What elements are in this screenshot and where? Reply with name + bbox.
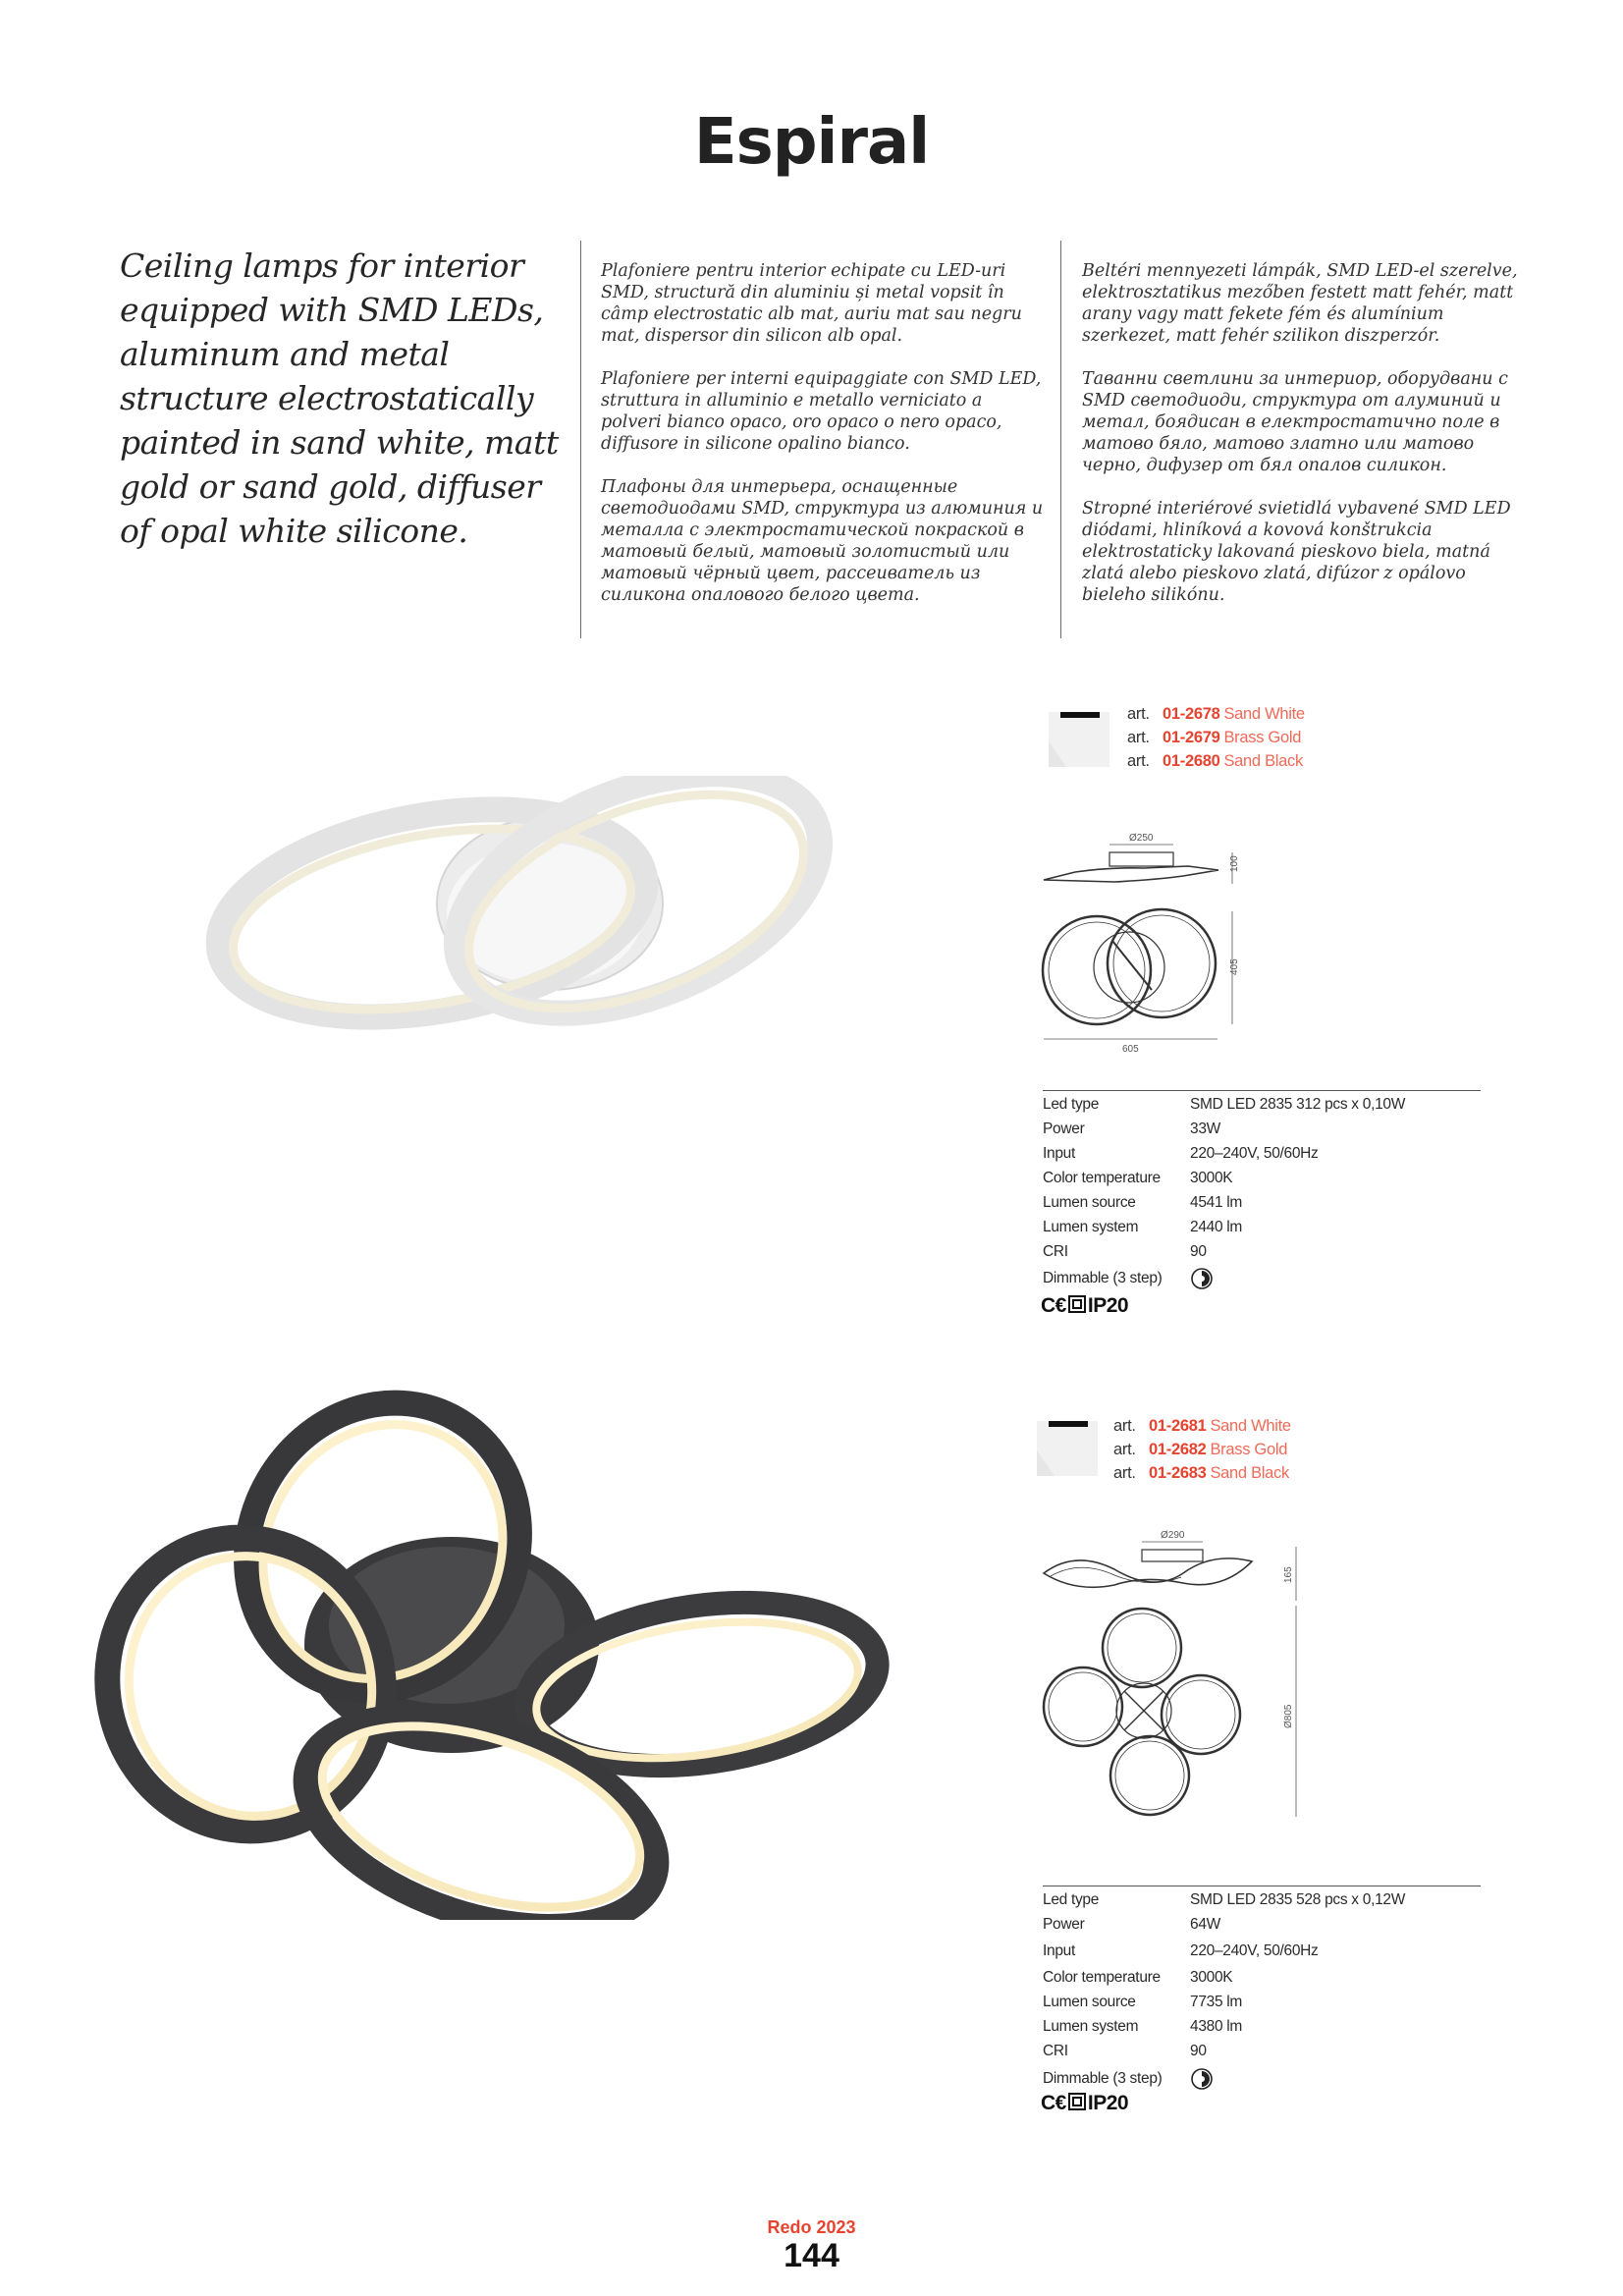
ceiling-mount-icon [1037, 1421, 1098, 1476]
product-photo-black-lamp [59, 1370, 1001, 1920]
article-list [1113, 1414, 1467, 1485]
spec-row: Color temperature 3000K [1043, 1969, 1233, 1986]
lead-description: Ceiling lamps for interior equipped with SMD LEDs, aluminum and metal structure electrostatically painted in sand white, matt gold or sand gold, diffuser of opal white silicone. [120, 246, 559, 550]
description-sk: Stropné interiérové svietidlá vybavené SMD LED diódami, hliníková a kovová konštrukcia elektrostaticky lakovaná pieskovo biela, matná zlatá alebo pieskovo zlatá, difúzor z opálovo bieleho silikónu. [1082, 499, 1511, 605]
article-code: 01-2681 [1149, 1417, 1207, 1435]
article-row: art. 01-2681 Sand White [1113, 1414, 1467, 1438]
dimension-label: Ø805 [1283, 1704, 1294, 1728]
dimmable-icon [1190, 1267, 1214, 1290]
spec-row: Power 33W [1043, 1121, 1220, 1137]
dimmable-icon [1190, 2067, 1214, 2091]
spec-table [1043, 1096, 1494, 1302]
spec-row: Input 220–240V, 50/60Hz [1043, 1942, 1319, 1959]
product-photo-white-lamp [187, 776, 864, 1100]
dimension-label: Ø290 [1161, 1530, 1185, 1541]
article-variant: Sand White [1223, 705, 1305, 723]
spec-row: Lumen system 2440 lm [1043, 1219, 1243, 1235]
article-variant: Sand Black [1223, 752, 1303, 770]
spec-row: Dimmable (3 step) [1043, 1270, 1494, 1294]
footer-brand: Redo 2023 [767, 2217, 856, 2237]
spec-row: Lumen source 4541 lm [1043, 1194, 1243, 1211]
article-row: art. 01-2678 Sand White [1127, 702, 1481, 726]
description-bg: Таванни светлини за интериор, оборудвани с SMD светодиоди, структура от алуминий и метал, боядисан в електростатично поле в матово бяло, матово златно или матово черно, дифузер от бял опалов силикон. [1082, 369, 1508, 475]
article-row: art. 01-2682 Brass Gold [1113, 1438, 1467, 1461]
page-title: Espiral [693, 106, 930, 179]
dimension-label: 100 [1229, 855, 1240, 872]
dimension-label: 165 [1283, 1566, 1294, 1583]
ip-rating: IP20 [1087, 2092, 1129, 2114]
article-row: art. 01-2683 Sand Black [1113, 1461, 1467, 1485]
article-code: 01-2682 [1149, 1441, 1207, 1458]
article-variant: Brass Gold [1210, 1441, 1288, 1458]
spec-row: CRI 90 [1043, 2043, 1207, 2059]
article-code: 01-2678 [1163, 705, 1220, 723]
ce-mark-icon: C€ [1041, 1294, 1066, 1317]
article-list [1127, 702, 1481, 773]
certification-row [1041, 1294, 1128, 1318]
certification-row [1041, 2092, 1128, 2115]
description-hu: Beltéri mennyezeti lámpák, SMD LED-el szerelve, elektrosztatikus mezőben festett matt fehér, matt arany vagy matt fekete fém és alumínium szerkezet, matt fehér szilikon diszperzór. [1082, 261, 1518, 346]
class-ii-icon [1068, 2093, 1086, 2110]
article-variant: Sand Black [1210, 1464, 1289, 1482]
spec-row: CRI 90 [1043, 1243, 1207, 1260]
description-it: Plafoniere per interni equipaggiate con SMD LED, struttura in alluminio e metallo verniciato a polveri bianco opaco, oro opaco o nero opaco, diffusore in silicone opalino bianco. [601, 369, 1042, 454]
description-column-2 [601, 260, 1048, 628]
column-divider [1060, 241, 1061, 638]
page-number: 144 [784, 2237, 839, 2274]
ceiling-mount-icon [1049, 712, 1109, 767]
spec-divider [1043, 1090, 1481, 1091]
spec-row: Input 220–240V, 50/60Hz [1043, 1145, 1319, 1162]
technical-drawing-2 [1036, 1522, 1311, 1866]
spec-row: Led type SMD LED 2835 312 pcs x 0,10W [1043, 1096, 1406, 1113]
class-ii-icon [1068, 1295, 1086, 1313]
ce-mark-icon: C€ [1041, 2092, 1066, 2114]
article-code: 01-2680 [1163, 752, 1220, 770]
spec-row: Led type SMD LED 2835 528 pcs x 0,12W [1043, 1891, 1406, 1908]
description-ru: Плафоны для интерьера, оснащенные светодиодами SMD, структура из алюминия и металла с электростатической покраской в матовый белый, матовый золотистый или матовый чёрный цвет, рассеиватель из силикона опалового белого цвета. [601, 477, 1044, 605]
ip-rating: IP20 [1087, 1294, 1129, 1317]
spec-row: Lumen system 4380 lm [1043, 2018, 1243, 2035]
column-divider [580, 241, 581, 638]
article-row: art. 01-2679 Brass Gold [1127, 726, 1481, 749]
description-column-3 [1082, 260, 1529, 628]
article-code: 01-2679 [1163, 729, 1220, 746]
spec-row: Lumen source 7735 lm [1043, 1994, 1243, 2010]
article-variant: Sand White [1210, 1417, 1291, 1435]
description-ro: Plafoniere pentru interior echipate cu LED-uri SMD, structură din aluminiu și metal vopsit în câmp electrostatic alb mat, auriu mat sau negru mat, dispersor din silicon alb opal. [601, 261, 1022, 346]
article-row: art. 01-2680 Sand Black [1127, 749, 1481, 773]
technical-drawing-1 [1036, 823, 1271, 1068]
article-variant: Brass Gold [1223, 729, 1302, 746]
spec-row: Color temperature 3000K [1043, 1170, 1233, 1186]
dimension-label: 605 [1122, 1044, 1139, 1055]
dimension-label: Ø250 [1129, 833, 1154, 844]
article-code: 01-2683 [1149, 1464, 1207, 1482]
spec-row: Power 64W [1043, 1916, 1220, 1933]
dimension-label: 405 [1229, 958, 1240, 975]
spec-table [1043, 1891, 1494, 2098]
spec-row: Dimmable (3 step) [1043, 2070, 1494, 2095]
